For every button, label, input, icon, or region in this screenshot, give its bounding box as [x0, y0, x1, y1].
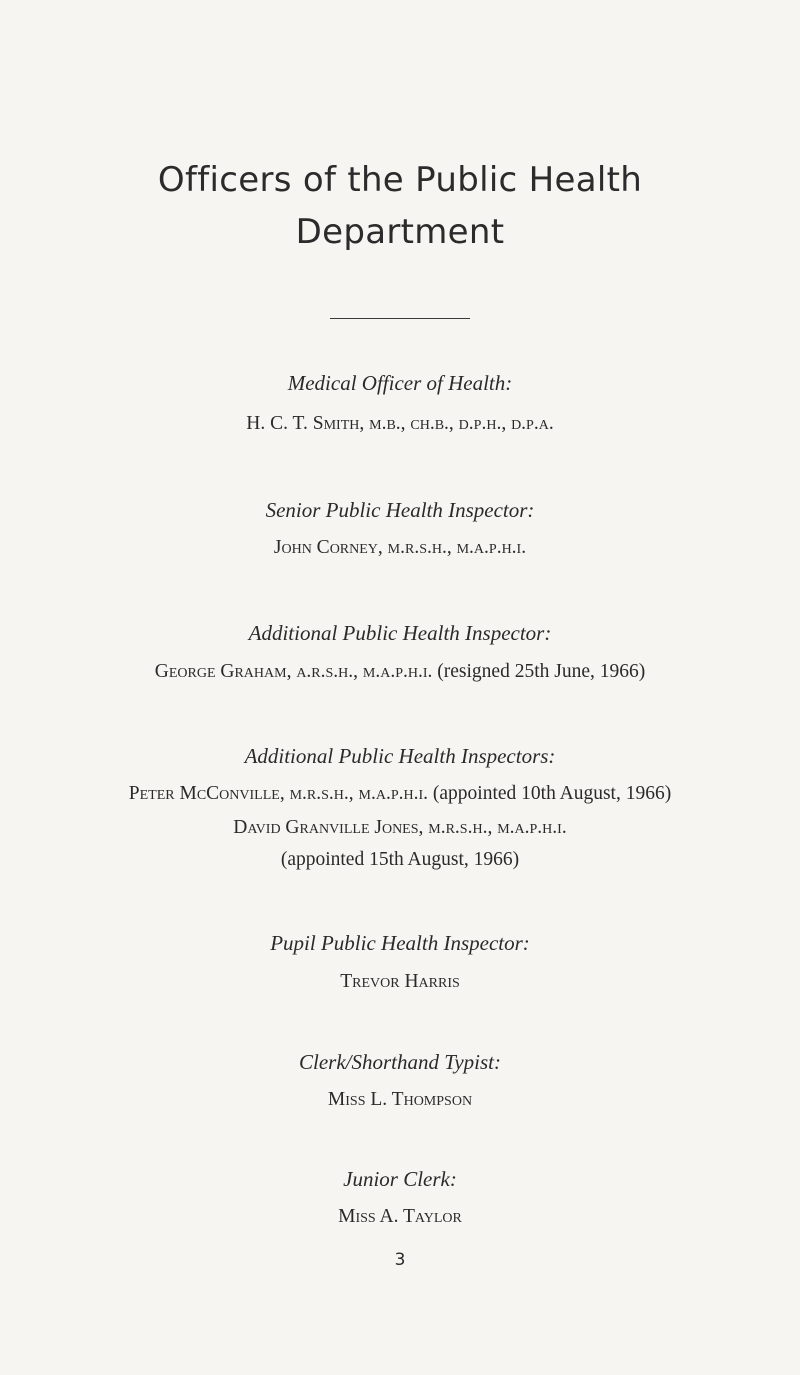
note-inspector-mcconville: (appointed 10th August, 1966) — [432, 783, 672, 804]
name-inspector-mcconville: Peter McConville, m.r.s.h., m.a.p.h.i. — [128, 783, 429, 804]
role-additional-inspectors: Additional Public Health Inspectors: — [244, 744, 556, 768]
name-additional-inspector: George Graham, a.r.s.h., m.a.p.h.i. — [154, 661, 433, 682]
entry-additional-inspector — [0, 661, 800, 683]
entry-inspector-mcconville — [0, 783, 800, 805]
role-pupil-inspector: Pupil Public Health Inspector: — [270, 931, 530, 955]
entry-inspector-jones-note — [0, 849, 800, 871]
page-title-line-1: Officers of the Public Health — [157, 160, 643, 200]
role-additional-inspector: Additional Public Health Inspector: — [248, 621, 552, 645]
name-senior-inspector: John Corney, m.r.s.h., m.a.p.h.i. — [273, 537, 527, 558]
name-clerk-typist: Miss L. Thompson — [327, 1089, 473, 1110]
note-additional-inspector: (resigned 25th June, 1966) — [437, 661, 646, 682]
role-medical-officer: Medical Officer of Health: — [287, 371, 513, 395]
name-inspector-jones: David Granville Jones, m.r.s.h., m.a.p.h.i. — [233, 817, 567, 838]
role-clerk-typist: Clerk/Shorthand Typist: — [298, 1050, 502, 1074]
name-junior-clerk: Miss A. Taylor — [338, 1206, 462, 1227]
name-medical-officer: H. C. T. Smith, m.b., ch.b., d.p.h., d.p.a. — [246, 413, 554, 434]
name-pupil-inspector: Trevor Harris — [340, 971, 460, 992]
page-number: 3 — [394, 1250, 406, 1270]
title-divider — [330, 318, 470, 319]
note-inspector-jones: (appointed 15th August, 1966) — [280, 849, 520, 870]
role-senior-inspector: Senior Public Health Inspector: — [265, 498, 535, 522]
role-junior-clerk: Junior Clerk: — [343, 1167, 457, 1191]
page-title-line-2: Department — [295, 212, 505, 252]
